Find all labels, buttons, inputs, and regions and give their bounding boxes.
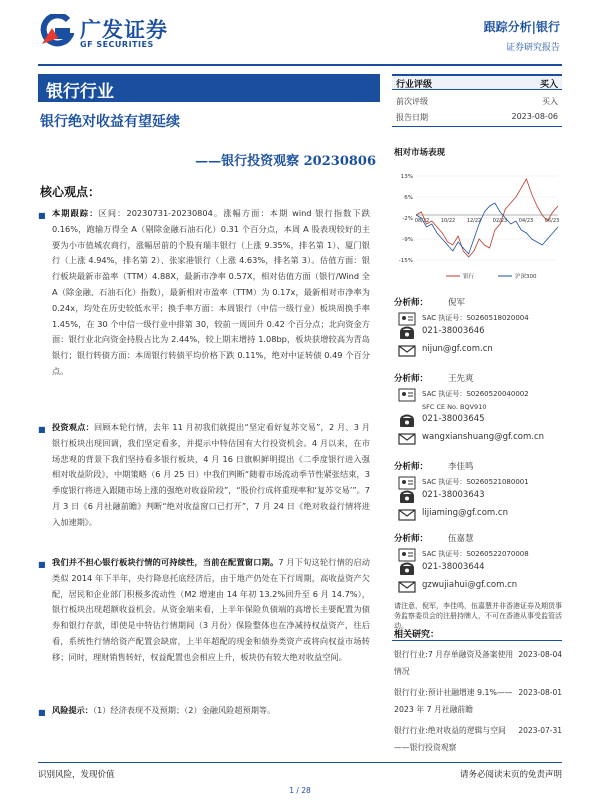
analyst-name: 倪军	[448, 298, 466, 308]
analyst-label: 分析师：	[394, 374, 429, 384]
bullet-icon: ■	[38, 560, 46, 569]
analyst-name: 李佳鸣	[448, 462, 474, 472]
analyst-phone: 021-38003646	[422, 326, 485, 336]
footer-slogan: 识别风险，发现价值	[38, 770, 115, 780]
id-card-icon	[398, 311, 416, 325]
paragraph-text: 回顾本轮行情，去年 11 月初我们就提出“坚定看好复苏交易”，2 月、3 月银行板块出现回调，我们坚定看多，并提示中特估国有大行投资机会。4 月以来，在市场悲观的背景下我们坚持看多银行板块，4 月 16 日旗帜鲜明提出《二季度银行进入强相对收益阶段》，中期策略（6 月 25 日）中我们判断“随着市场流动季节性紧张结束，3 季度银行将进入跟随市场上涨的强绝对收益阶段”，“股价行成将重现率和‘复苏交易’”。7 月 3 日《6 月社融前瞻》判断“绝对收益窗口已打开”，7 月 24 日《绝对收益行情将进入加速期》。	[52, 422, 370, 527]
rating-row-date	[392, 110, 562, 124]
logo-english: GF SECURITIES	[80, 40, 154, 49]
analyst-label: 分析师：	[394, 298, 429, 308]
footer-disclaimer: 请务必阅读末页的免责声明	[459, 770, 562, 780]
analyst-phone-row	[394, 324, 562, 340]
analyst-email[interactable]: wangxianshuang@gf.com.cn	[422, 432, 545, 442]
phone-icon	[398, 561, 416, 575]
relative-performance-chart	[394, 168, 562, 286]
report-type-block	[484, 18, 560, 53]
paragraph-sustainability	[52, 555, 370, 666]
analyst-email[interactable]: lijiaming@gf.com.cn	[422, 508, 508, 518]
phone-icon	[398, 325, 416, 339]
related-item-text[interactable]: 银行行业:绝对收益的逻辑与空间——银行投资观察	[394, 726, 506, 752]
rating-row-value: 买入	[542, 97, 558, 106]
core-view-label: 核心观点：	[40, 185, 101, 199]
related-item[interactable]	[394, 684, 562, 718]
paragraph-risk	[52, 703, 370, 719]
y-tick-label: -2%	[402, 216, 413, 222]
rating-row-label: 报告日期	[396, 113, 428, 122]
report-type: 跟踪分析|银行	[483, 20, 560, 34]
header-divider	[38, 64, 562, 66]
industry-title-bar	[38, 74, 380, 102]
related-item-text[interactable]: 银行行业:7 月存单融资及备案使用情况	[394, 650, 514, 676]
legend-label: 沪深300	[515, 274, 537, 280]
analyst-card	[394, 296, 562, 376]
chart-title: 相对市场表现	[394, 148, 446, 158]
analyst-email[interactable]: nijun@gf.com.cn	[422, 344, 493, 354]
analyst-name: 王先爽	[448, 374, 474, 384]
legend-label: 银行	[463, 274, 475, 280]
y-tick-label: -9%	[402, 237, 413, 243]
related-research-header	[392, 627, 562, 641]
email-icon	[398, 343, 416, 357]
analyst-email-row[interactable]	[394, 430, 562, 446]
rating-row-label: 前次评级	[396, 97, 428, 106]
bullet-icon: ■	[38, 425, 46, 434]
analyst-card	[394, 532, 562, 612]
gf-logo-icon	[38, 14, 74, 48]
paragraph-text: 7 月下旬这轮行情的启动类似 2014 年下半年，央行降息托底经济后，由于地产仍处在下行周期，高收益资产欠配，居民和企业部门积极多流动性（M2 增速由 14 年初 13.2%回升至 6 月 14.7%），银行板块出现超额收益机会。从资金端来看，上半年保险负债端的高增长主要配置为债券和银行存款，即使是中特估行情期间（3 月份）保险整体也在净减持权益资产，往后看，系统性行情给资产配置会缺席，上半年超配的现金和债券类资产或将向权益市场转移；同时，理财销售转好，权益配置也会相应上升，板块仍有较大绝对收益空间。	[52, 557, 370, 662]
x-tick-label: 12/22	[466, 218, 482, 224]
analyst-sfc: SFC CE No. BQV910	[422, 403, 487, 411]
gf-logo	[38, 12, 168, 52]
bullet-icon: ■	[38, 708, 46, 717]
paragraph-investment-view	[52, 420, 370, 531]
analyst-card	[394, 460, 562, 540]
analyst-sac: SAC 执证号：S0260520040002	[422, 390, 529, 398]
id-card-icon	[398, 475, 416, 489]
analyst-phone-row	[394, 488, 562, 504]
email-icon	[398, 579, 416, 593]
email-icon	[398, 431, 416, 445]
analyst-phone-row	[394, 412, 562, 428]
x-tick-label: 08/22	[414, 218, 430, 224]
analyst-phone: 021-38003644	[422, 562, 485, 572]
related-item[interactable]	[394, 646, 562, 680]
analyst-email-row[interactable]	[394, 578, 562, 594]
analyst-sac: SAC 执证号：S0260522070008	[422, 550, 529, 558]
paragraph-lead: 我们并不担心银行板块行情的可持续性，当前在配置窗口期。	[52, 557, 279, 567]
bullet-icon: ■	[38, 211, 46, 220]
rating-value: 买入	[539, 80, 558, 90]
report-subheadline: ——银行投资观察 20230806	[195, 154, 376, 169]
paragraph-lead: 风险提示：	[52, 705, 93, 715]
paragraph-tracking	[52, 206, 370, 380]
x-tick-label: 10/22	[440, 218, 456, 224]
rating-row-previous	[392, 94, 562, 108]
analyst-phone-row	[394, 560, 562, 576]
related-item-date: 2023-08-01	[518, 688, 562, 697]
phone-icon	[398, 489, 416, 503]
analyst-sac: SAC 执证号：S0260518020004	[422, 314, 529, 322]
analyst-email[interactable]: gzwujiahui@gf.com.cn	[422, 580, 518, 590]
x-tick-label: 02/23	[492, 218, 508, 224]
rating-header	[392, 74, 562, 90]
industry-title: 银行行业	[46, 82, 114, 102]
analyst-email-row[interactable]	[394, 342, 562, 358]
report-headline: 银行绝对收益有望延续	[40, 114, 180, 130]
rating-divider	[392, 126, 562, 127]
x-tick-label: 06/23	[544, 218, 560, 224]
analyst-card	[394, 372, 562, 452]
analyst-email-row[interactable]	[394, 506, 562, 522]
x-tick-label: 04/23	[518, 218, 534, 224]
analyst-label: 分析师：	[394, 462, 429, 472]
logo-chinese: 广发证券	[80, 18, 168, 42]
footer-divider	[38, 762, 562, 763]
phone-icon	[398, 413, 416, 427]
analyst-phone: 021-38003643	[422, 490, 485, 500]
related-item-date: 2023-08-04	[518, 650, 562, 659]
related-research-title: 相关研究：	[394, 630, 440, 640]
related-item-text[interactable]: 银行行业:预计社融增速 9.1%——2023 年 7 月社融前瞻	[394, 688, 513, 714]
analyst-phone: 021-38003645	[422, 414, 485, 424]
rating-row-value: 2023-08-06	[511, 112, 558, 121]
page-number: 1 / 28	[289, 786, 311, 795]
y-tick-label: 13%	[400, 174, 413, 180]
report-subtype: 证券研究报告	[505, 43, 560, 53]
disclaimer-note: 请注意，倪军，李佳鸣，伍嘉慧并非香港证券及期货事务监察委员会的注册持牌人，不可在香港从事受监管活动。	[394, 602, 562, 630]
email-icon	[398, 507, 416, 521]
paragraph-lead: 本期跟踪：	[52, 208, 99, 218]
paragraph-lead: 投资观点：	[52, 422, 94, 432]
related-item[interactable]	[394, 722, 562, 756]
related-item-date: 2023-07-31	[518, 726, 562, 735]
y-tick-label: 6%	[404, 195, 413, 201]
analyst-label: 分析师：	[394, 534, 429, 544]
paragraph-text: （1）经济表现不及预期；（2）金融风险超预期等。	[92, 705, 276, 715]
y-tick-label: -15%	[398, 258, 413, 264]
id-card-icon	[398, 547, 416, 561]
analyst-sac: SAC 执证号：S0260521080001	[422, 478, 529, 486]
id-card-icon	[398, 387, 416, 401]
page-header	[0, 0, 600, 62]
analyst-name: 伍嘉慧	[448, 534, 474, 544]
rating-label: 行业评级	[396, 80, 433, 90]
paragraph-text: 区间：20230731-20230804。涨幅方面：本期 wind 银行指数下跌 0.16%，跑输万得全 A（剔除金融石油石化）0.31 个百分点，本周 A 股表现较好的主要为小市值城农商行，涨幅居前的个股有瑞丰银行（上涨 9.35%，排名第 1）、厦门银行（上涨 4.94%，排名第 2）、张家港银行（上涨 4.63%，排名第 3）。估值方面：银行板块最新市盈率（TTM）4.88X，最新市净率 0.57X，相对估值方面（银行/Wind 全 A（除金融、石油石化）指数），最新相对市盈率（TTM）为 0.17x，最新相对市净率为 0.24x，均处在历史较低水平；换手率方面：本周银行（中信一级行业）板块周换手率 1.45%，在 30 个中信一级行业中排第 30，较前一周回升 0.42 个百分点；北向资金方面：银行业北向资金持股占比为 2.44%，较上期末增持 1.08bp，板块获增较高为青岛银行；银行转债方面：本周银行转债平均价格下跌 0.11%，绝对中证转债 0.49 个百分点。	[52, 208, 370, 376]
